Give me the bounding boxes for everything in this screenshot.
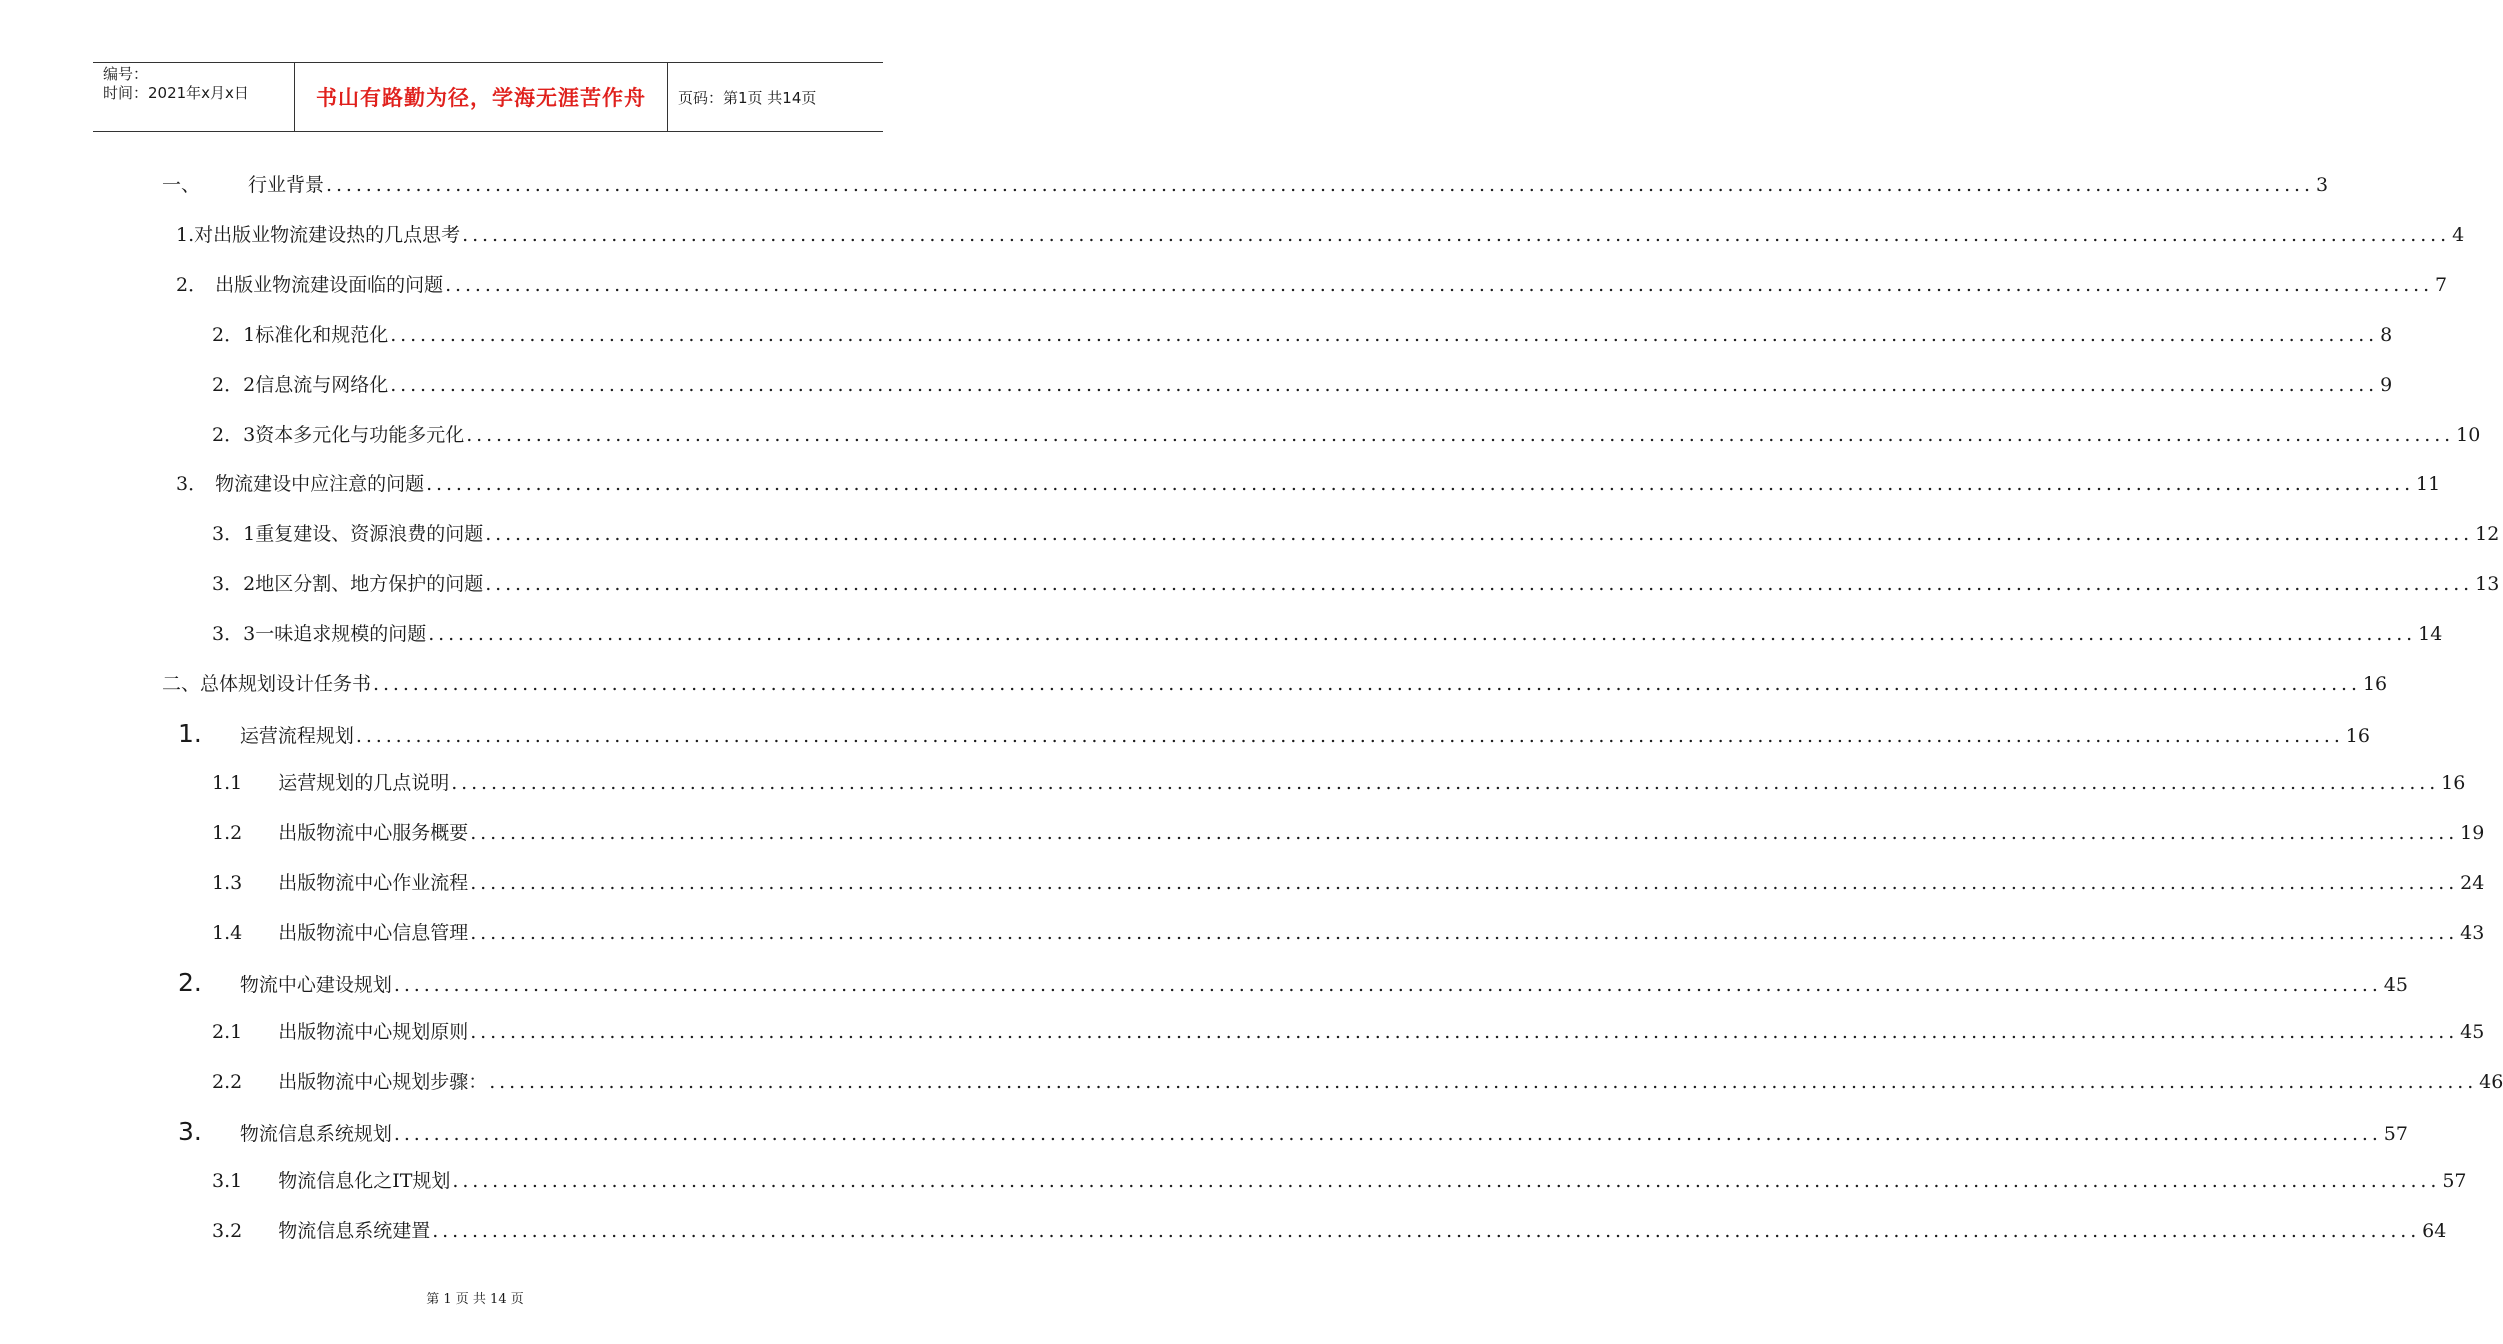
toc-entry-number: 2．	[176, 274, 208, 296]
toc-entry-title: 出版物流中心信息管理	[278, 922, 469, 944]
toc-entry	[212, 1216, 2447, 1244]
toc-entry-number: 2．3	[212, 424, 256, 446]
toc-entry-leader: ........................................................................................................................................................................................................	[489, 1071, 2478, 1093]
toc-entry-leader: ........................................................................................................................................................................................................	[393, 1123, 2382, 1145]
toc-entry	[162, 170, 2329, 198]
toc-entry-page: 16	[2345, 725, 2370, 747]
toc-entry-leader: ........................................................................................................................................................................................................	[452, 1170, 2441, 1192]
toc-entry-leader: ........................................................................................................................................................................................................	[390, 374, 2379, 396]
toc-entry-leader: ........................................................................................................................................................................................................	[470, 822, 2459, 844]
toc-entry-number: 1.2	[212, 822, 243, 844]
toc-entry	[212, 370, 2393, 398]
toc-entry	[212, 320, 2393, 348]
toc-entry	[178, 719, 2370, 748]
toc-entry-leader: ........................................................................................................................................................................................................	[326, 174, 2314, 196]
page-header	[93, 62, 883, 132]
toc-entry-number: 3.1	[212, 1170, 243, 1192]
toc-entry	[212, 868, 2485, 896]
toc-entry-page: 8	[2380, 324, 2393, 346]
toc-entry-leader: ........................................................................................................................................................................................................	[485, 523, 2474, 545]
toc-entry-number: 1.3	[212, 872, 243, 894]
toc-entry-title: 对出版业物流建设热的几点思考	[194, 224, 461, 246]
toc-entry-title: 物流中心建设规划	[239, 974, 392, 996]
toc-entry-title: 信息流与网络化	[255, 374, 389, 396]
header-motto	[295, 63, 668, 131]
toc-entry-page: 16	[2441, 772, 2466, 794]
toc-entry	[212, 1166, 2467, 1194]
toc-entry-number: 3．3	[212, 623, 256, 645]
toc-entry-leader: ........................................................................................................................................................................................................	[428, 623, 2417, 645]
toc-entry-page: 45	[2383, 974, 2408, 996]
toc-entry-title: 物流建设中应注意的问题	[215, 473, 425, 495]
toc-entry-page: 11	[2416, 473, 2441, 495]
toc-entry-leader: ........................................................................................................................................................................................................	[426, 473, 2415, 495]
toc-entry-leader: ........................................................................................................................................................................................................	[432, 1220, 2421, 1242]
toc-entry-number: 2.	[178, 968, 202, 997]
toc-entry	[176, 220, 2465, 248]
toc-entry-title: 出版业物流建设面临的问题	[215, 274, 444, 296]
toc-entry-number: 二、	[162, 673, 201, 695]
header-page	[668, 63, 883, 131]
toc-entry	[162, 669, 2388, 697]
toc-entry-title: 出版物流中心服务概要	[278, 822, 469, 844]
toc-entry-title: 物流信息化之IT规划	[278, 1170, 451, 1192]
toc-entry-page: 3	[2315, 174, 2329, 196]
toc-entry-number: 2．2	[212, 374, 256, 396]
toc-entry-page: 57	[2442, 1170, 2467, 1192]
toc-entry	[212, 918, 2485, 946]
toc-entry-page: 14	[2418, 623, 2443, 645]
toc-entry-number: 2.2	[212, 1071, 243, 1093]
toc-entry	[212, 619, 2443, 647]
toc-entry-title: 标准化和规范化	[255, 324, 389, 346]
toc-entry-number: 2．1	[212, 324, 256, 346]
toc-entry	[212, 1017, 2485, 1045]
toc-entry-title: 运营流程规划	[239, 725, 354, 747]
toc-entry-number: 3.2	[212, 1220, 243, 1242]
toc-entry-leader: ........................................................................................................................................................................................................	[451, 772, 2440, 794]
toc-entry-title: 重复建设、资源浪费的问题	[255, 523, 484, 545]
page-footer: 第 1 页 共 14 页	[426, 1292, 524, 1307]
toc-entry-page: 46	[2479, 1071, 2503, 1093]
toc-entry-leader: ........................................................................................................................................................................................................	[355, 725, 2344, 747]
toc-entry-title: 总体规划设计任务书	[200, 673, 372, 695]
toc-entry-page: 19	[2460, 822, 2485, 844]
toc-entry-number: 1.	[176, 224, 195, 246]
toc-entry	[212, 420, 2481, 448]
toc-entry-page: 16	[2362, 673, 2388, 695]
toc-entry	[212, 818, 2485, 846]
toc-entry-title: 地区分割、地方保护的问题	[255, 573, 484, 595]
header-meta	[93, 63, 295, 131]
toc-entry-leader: ........................................................................................................................................................................................................	[470, 872, 2459, 894]
toc-entry-page: 45	[2460, 1021, 2485, 1043]
toc-entry-leader: ........................................................................................................................................................................................................	[466, 424, 2455, 446]
toc-entry-leader: ........................................................................................................................................................................................................	[485, 573, 2474, 595]
toc-entry-page: 10	[2456, 424, 2481, 446]
toc-entry-number: 2.1	[212, 1021, 243, 1043]
toc-entry-number: 3．2	[212, 573, 256, 595]
page-label: 页码：第1页 共14页	[678, 88, 817, 107]
toc-entry-page: 7	[2435, 274, 2448, 296]
toc-entry-title: 出版物流中心规划步骤：	[278, 1071, 488, 1093]
toc-entry-leader: ........................................................................................................................................................................................................	[462, 224, 2451, 246]
toc-entry	[212, 768, 2466, 796]
toc-entry-number: 1.	[178, 719, 202, 748]
toc-entry-title: 物流信息系统建置	[278, 1220, 431, 1242]
toc-entry-leader: ........................................................................................................................................................................................................	[390, 324, 2379, 346]
motto-text: 书山有路勤为径，学海无涯苦作舟	[316, 86, 646, 110]
toc-entry	[176, 270, 2448, 298]
toc-entry-number: 3.	[178, 1117, 202, 1146]
toc-entry-page: 24	[2460, 872, 2485, 894]
toc-entry-page: 12	[2475, 523, 2500, 545]
toc-entry-leader: ........................................................................................................................................................................................................	[470, 922, 2459, 944]
toc-entry	[212, 1067, 2503, 1095]
time-label: 时间：2021年x月x日	[103, 84, 249, 102]
toc-entry-leader: ........................................................................................................................................................................................................	[445, 274, 2434, 296]
toc-entry-page: 9	[2380, 374, 2393, 396]
number-label: 编号：	[103, 65, 149, 83]
toc-entry-leader: ........................................................................................................................................................................................................	[393, 974, 2382, 996]
toc-entry-page: 4	[2452, 224, 2465, 246]
toc-entry-title: 出版物流中心作业流程	[278, 872, 469, 894]
toc-entry	[178, 1117, 2408, 1146]
toc-entry-page: 43	[2460, 922, 2485, 944]
toc-entry-number: 1.4	[212, 922, 243, 944]
toc-entry-number: 一、	[162, 174, 201, 196]
toc-entry-number: 3．1	[212, 523, 256, 545]
toc-entry-title: 运营规划的几点说明	[278, 772, 450, 794]
toc-entry-title: 资本多元化与功能多元化	[255, 424, 465, 446]
toc-entry-page: 57	[2383, 1123, 2408, 1145]
toc-entry-title: 一味追求规模的问题	[255, 623, 427, 645]
toc-entry	[176, 469, 2441, 497]
toc-entry-number: 1.1	[212, 772, 243, 794]
toc-entry-number: 3．	[176, 473, 208, 495]
toc-entry-page: 64	[2422, 1220, 2447, 1242]
toc-entry	[178, 968, 2408, 997]
toc-entry-title: 行业背景	[248, 174, 325, 196]
toc-entry	[212, 569, 2500, 597]
toc-entry-leader: ........................................................................................................................................................................................................	[470, 1021, 2459, 1043]
toc-entry	[212, 519, 2500, 547]
toc-entry-leader: ........................................................................................................................................................................................................	[373, 673, 2361, 695]
toc-entry-title: 出版物流中心规划原则	[278, 1021, 469, 1043]
toc-entry-page: 13	[2475, 573, 2500, 595]
toc-entry-title: 物流信息系统规划	[239, 1123, 392, 1145]
